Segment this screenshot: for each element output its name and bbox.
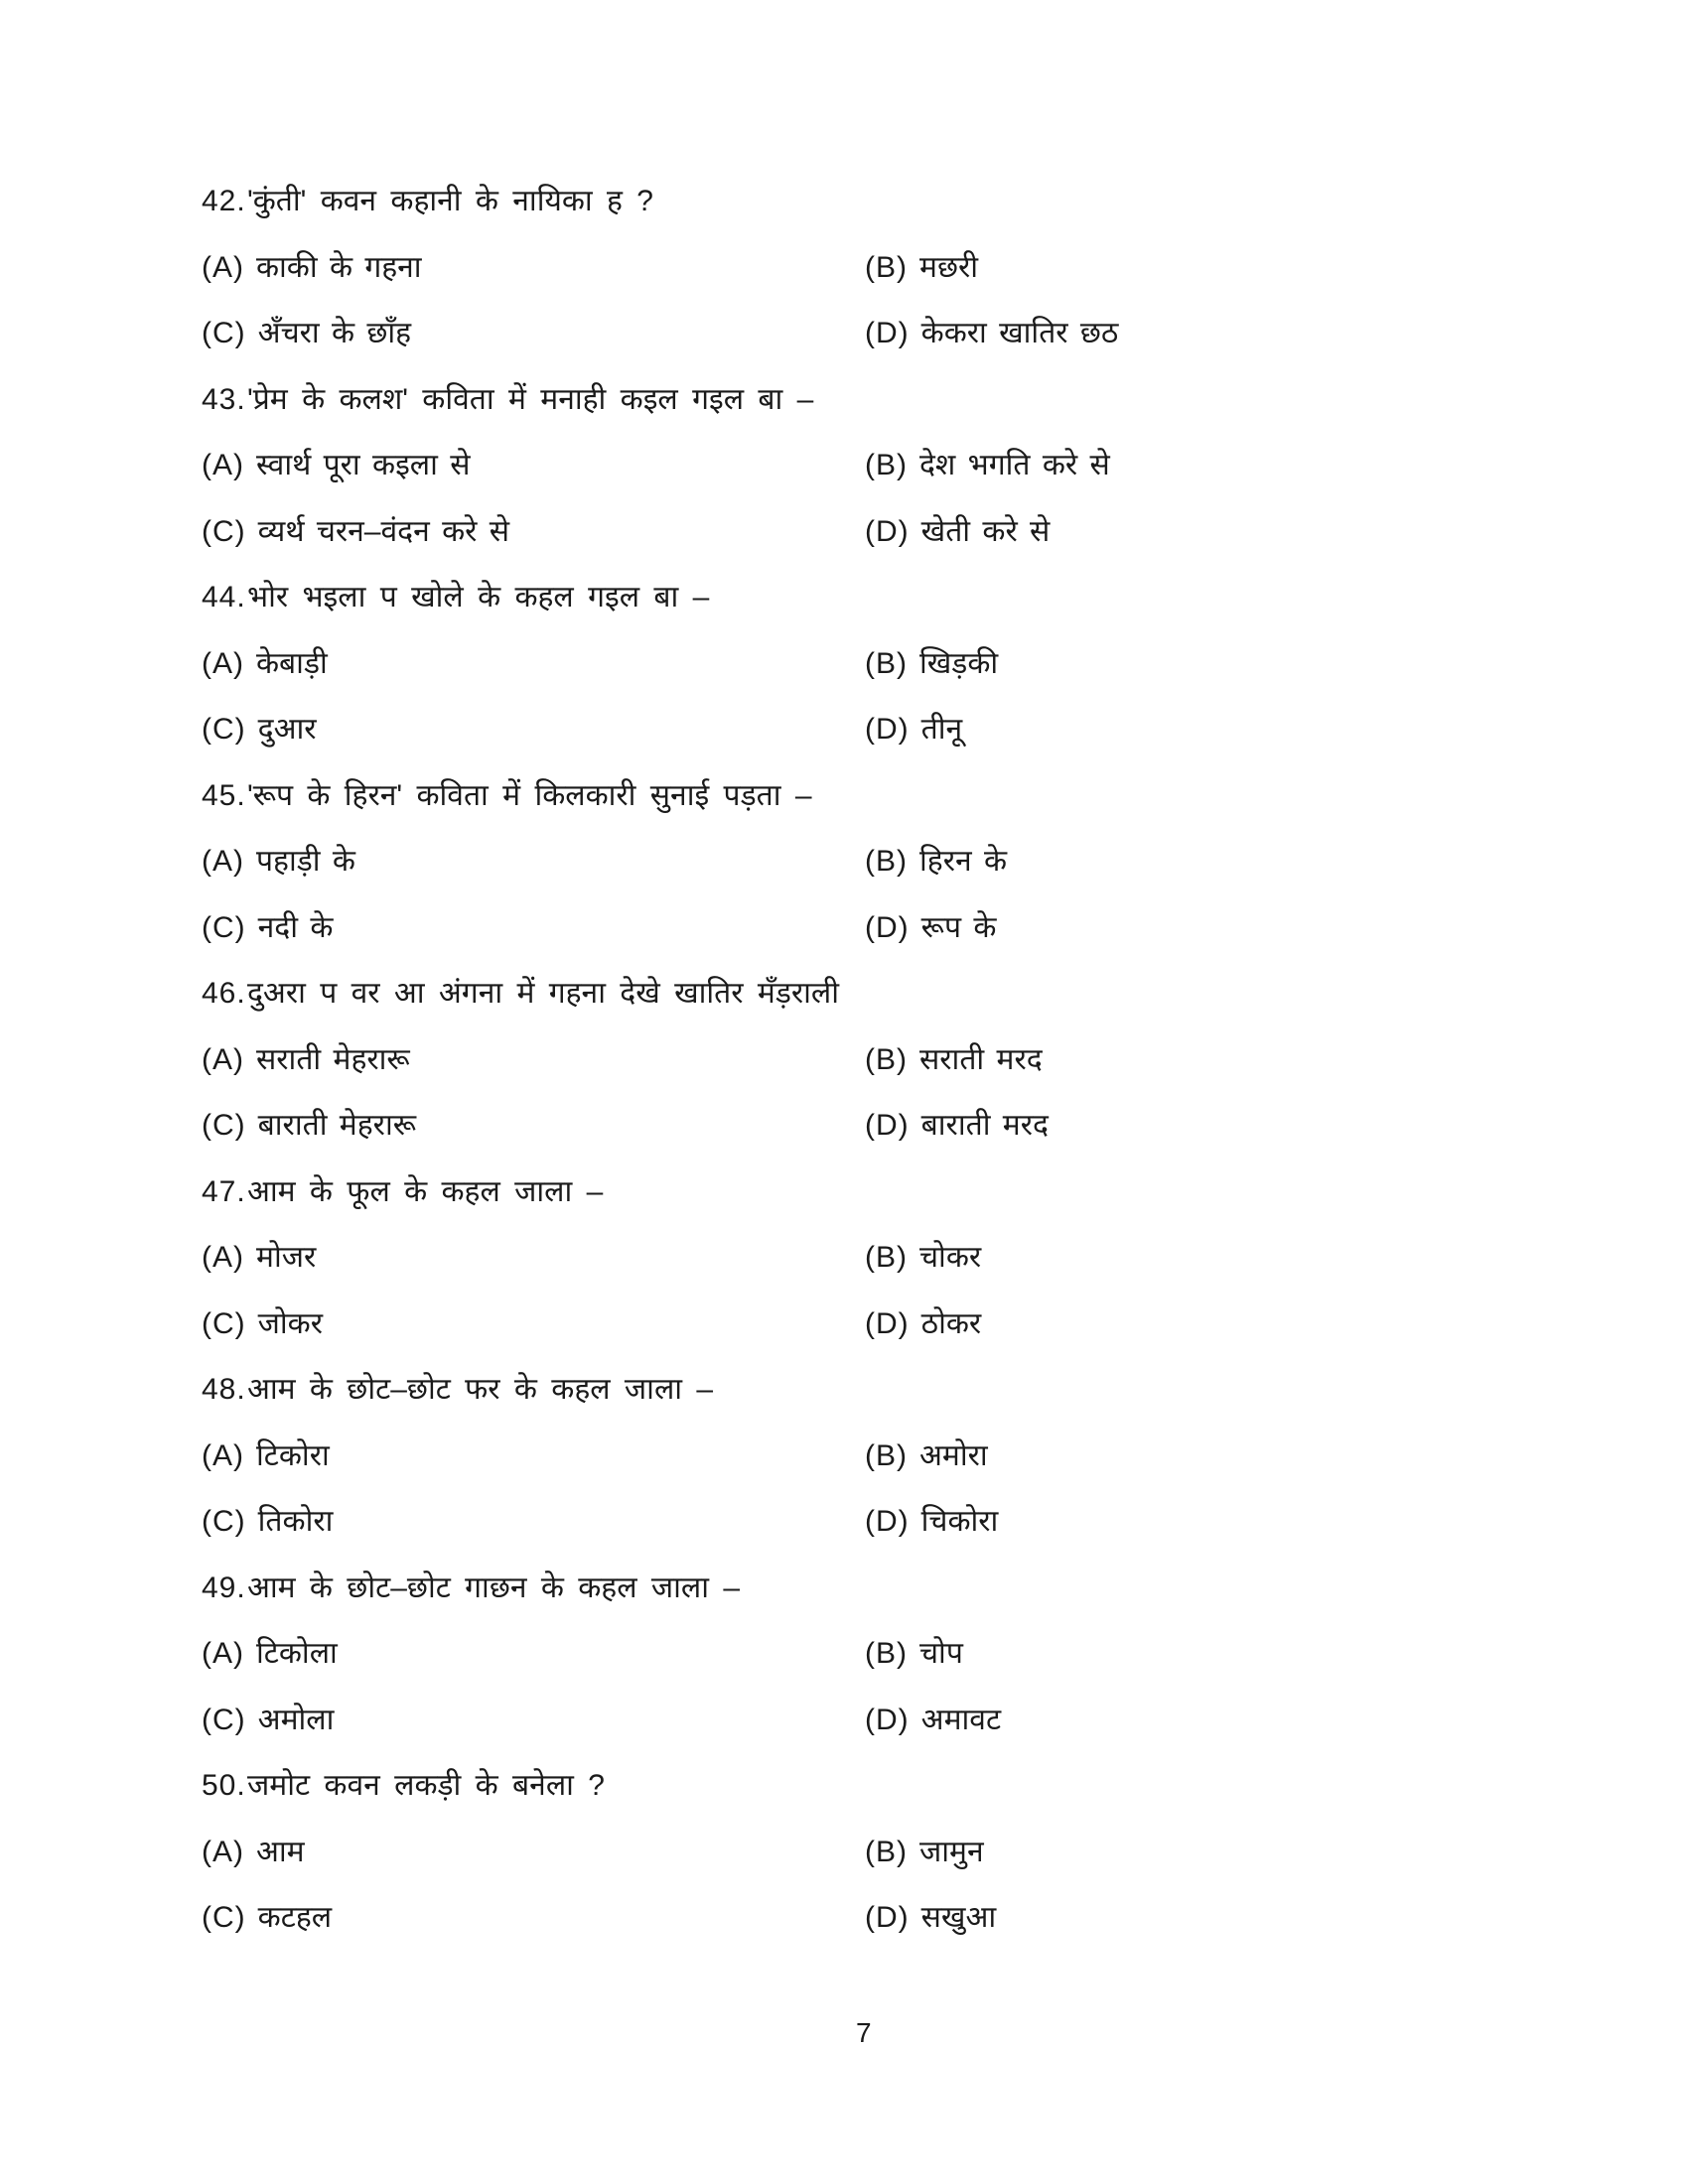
option-text: कटहल — [257, 1901, 333, 1934]
question-48 — [202, 1373, 1599, 1571]
option-text: टिकोरा — [256, 1438, 330, 1472]
option-label: (A) — [202, 1438, 244, 1472]
option-label: (C) — [202, 910, 246, 944]
option-text: जामुन — [919, 1835, 984, 1868]
option-a — [202, 1637, 865, 1704]
option-label: (A) — [202, 1835, 244, 1868]
option-text: दुआर — [257, 713, 317, 746]
option-label: (D) — [865, 713, 910, 746]
page-number: 7 — [856, 2017, 872, 2048]
option-b — [865, 845, 1599, 911]
option-d — [865, 1704, 1599, 1770]
option-label: (C) — [202, 1703, 246, 1736]
question-text: 'कुंती' कवन कहानी के नायिका ह ? — [247, 185, 653, 217]
option-label: (B) — [865, 1835, 908, 1868]
option-a — [202, 1439, 865, 1506]
option-c — [202, 1109, 865, 1175]
option-text: व्यर्थ चरन–वंदन करे से — [257, 514, 509, 548]
question-number: 50. — [202, 1769, 246, 1802]
option-label: (C) — [202, 713, 246, 746]
question-44 — [202, 581, 1599, 779]
options — [202, 845, 1599, 977]
question-row — [202, 1571, 1599, 1638]
options — [202, 1836, 1599, 1968]
option-label: (D) — [865, 1703, 910, 1736]
option-a — [202, 1241, 865, 1307]
question-43 — [202, 383, 1599, 582]
question-row — [202, 779, 1599, 846]
option-label: (B) — [865, 1438, 908, 1472]
option-text: खिड़की — [919, 646, 999, 680]
question-row — [202, 185, 1599, 251]
option-text: सराती मरद — [919, 1042, 1043, 1076]
option-text: देश भगति करे से — [919, 449, 1110, 481]
option-label: (A) — [202, 845, 244, 878]
option-text: चिकोरा — [920, 1505, 999, 1538]
question-row — [202, 1175, 1599, 1242]
option-text: केकरा खातिर छठ — [920, 317, 1119, 349]
option-d — [865, 1307, 1599, 1374]
option-text: सराती मेहरारू — [256, 1042, 410, 1076]
question-text: 'रूप के हिरन' कविता में किलकारी सुनाई पड़ता – — [247, 778, 812, 812]
option-label: (D) — [865, 1505, 910, 1538]
question-50 — [202, 1769, 1599, 1968]
option-a — [202, 845, 865, 911]
option-label: (B) — [865, 1637, 908, 1670]
option-b — [865, 449, 1599, 515]
option-text: तिकोरा — [257, 1505, 334, 1538]
option-text: काकी के गहना — [256, 250, 422, 284]
option-label: (A) — [202, 250, 244, 284]
option-text: केबाड़ी — [256, 646, 328, 680]
option-label: (A) — [202, 1241, 244, 1274]
option-label: (D) — [865, 317, 910, 349]
question-number: 49. — [202, 1570, 246, 1604]
option-text: खेती करे से — [920, 514, 1051, 548]
option-label: (D) — [865, 1901, 910, 1934]
question-46 — [202, 977, 1599, 1175]
question-number: 46. — [202, 977, 246, 1010]
question-row — [202, 581, 1599, 647]
question-row — [202, 383, 1599, 450]
option-text: मछरी — [919, 250, 979, 284]
options — [202, 251, 1599, 383]
option-text: नदी के — [257, 910, 334, 944]
options — [202, 647, 1599, 779]
option-text: ठोकर — [920, 1306, 982, 1340]
option-a — [202, 647, 865, 714]
option-label: (D) — [865, 910, 910, 944]
option-a — [202, 1043, 865, 1110]
option-c — [202, 911, 865, 978]
question-text: जमोट कवन लकड़ी के बनेला ? — [247, 1769, 605, 1802]
option-label: (C) — [202, 514, 246, 548]
option-label: (A) — [202, 1637, 244, 1670]
option-d — [865, 515, 1599, 582]
option-d — [865, 911, 1599, 978]
option-d — [865, 1109, 1599, 1175]
question-47 — [202, 1175, 1599, 1374]
option-label: (A) — [202, 1042, 244, 1076]
option-label: (C) — [202, 1901, 246, 1934]
option-c — [202, 713, 865, 779]
option-label: (A) — [202, 646, 244, 680]
option-text: अँचरा के छाँह — [257, 317, 412, 349]
option-d — [865, 1901, 1599, 1968]
question-number: 42. — [202, 185, 246, 217]
option-text: चोप — [919, 1637, 963, 1670]
option-text: पहाड़ी के — [256, 845, 355, 878]
option-b — [865, 1241, 1599, 1307]
options — [202, 1439, 1599, 1571]
option-b — [865, 1836, 1599, 1902]
option-label: (D) — [865, 514, 910, 548]
option-c — [202, 1505, 865, 1571]
option-a — [202, 251, 865, 318]
option-c — [202, 515, 865, 582]
question-number: 44. — [202, 581, 246, 614]
question-number: 43. — [202, 382, 246, 416]
options — [202, 1043, 1599, 1175]
option-b — [865, 1439, 1599, 1506]
option-a — [202, 1836, 865, 1902]
question-row — [202, 977, 1599, 1043]
question-number: 45. — [202, 778, 246, 812]
option-text: बाराती मेहरारू — [257, 1109, 417, 1142]
question-number: 47. — [202, 1174, 246, 1208]
option-text: आम — [256, 1835, 305, 1868]
option-b — [865, 251, 1599, 318]
question-text: आम के छोट–छोट गाछन के कहल जाला – — [247, 1570, 741, 1604]
option-text: बाराती मरद — [920, 1109, 1049, 1142]
option-a — [202, 449, 865, 515]
question-49 — [202, 1571, 1599, 1770]
question-text: आम के फूल के कहल जाला – — [247, 1174, 604, 1208]
option-label: (B) — [865, 1241, 908, 1274]
option-d — [865, 1505, 1599, 1571]
question-text: दुअरा प वर आ अंगना में गहना देखे खातिर मँड़राली — [247, 977, 840, 1010]
option-label: (D) — [865, 1109, 910, 1142]
option-label: (C) — [202, 1109, 246, 1142]
option-label: (B) — [865, 449, 908, 481]
option-c — [202, 317, 865, 383]
options — [202, 1241, 1599, 1373]
option-label: (C) — [202, 1505, 246, 1538]
option-b — [865, 1637, 1599, 1704]
question-42 — [202, 185, 1599, 383]
option-c — [202, 1704, 865, 1770]
option-text: तीनू — [920, 713, 963, 746]
option-b — [865, 1043, 1599, 1110]
question-text: भोर भइला प खोले के कहल गइल बा – — [247, 581, 710, 614]
option-text: जोकर — [257, 1306, 323, 1340]
option-label: (C) — [202, 317, 246, 349]
option-label: (B) — [865, 646, 908, 680]
option-label: (A) — [202, 449, 244, 481]
option-label: (C) — [202, 1306, 246, 1340]
question-row — [202, 1373, 1599, 1439]
option-text: अमावट — [920, 1703, 1002, 1736]
option-text: अमोला — [257, 1703, 335, 1736]
questions-list — [202, 185, 1599, 1968]
option-d — [865, 317, 1599, 383]
option-label: (D) — [865, 1306, 910, 1340]
option-d — [865, 713, 1599, 779]
option-c — [202, 1307, 865, 1374]
options — [202, 1637, 1599, 1769]
option-b — [865, 647, 1599, 714]
option-text: सखुआ — [920, 1901, 997, 1934]
question-text: आम के छोट–छोट फर के कहल जाला – — [247, 1373, 714, 1406]
option-text: टिकोला — [256, 1637, 338, 1670]
option-text: चोकर — [919, 1241, 982, 1274]
option-text: मोजर — [256, 1241, 317, 1274]
option-text: अमोरा — [919, 1438, 988, 1472]
question-number: 48. — [202, 1373, 246, 1406]
option-text: हिरन के — [919, 845, 1007, 878]
question-text: 'प्रेम के कलश' कविता में मनाही कइल गइल बा – — [247, 382, 814, 416]
option-text: स्वार्थ पूरा कइला से — [256, 449, 471, 481]
question-row — [202, 1769, 1599, 1836]
option-label: (B) — [865, 845, 908, 878]
option-label: (B) — [865, 250, 908, 284]
question-45 — [202, 779, 1599, 978]
option-text: रूप के — [920, 910, 997, 944]
option-c — [202, 1901, 865, 1968]
options — [202, 449, 1599, 581]
option-label: (B) — [865, 1042, 908, 1076]
